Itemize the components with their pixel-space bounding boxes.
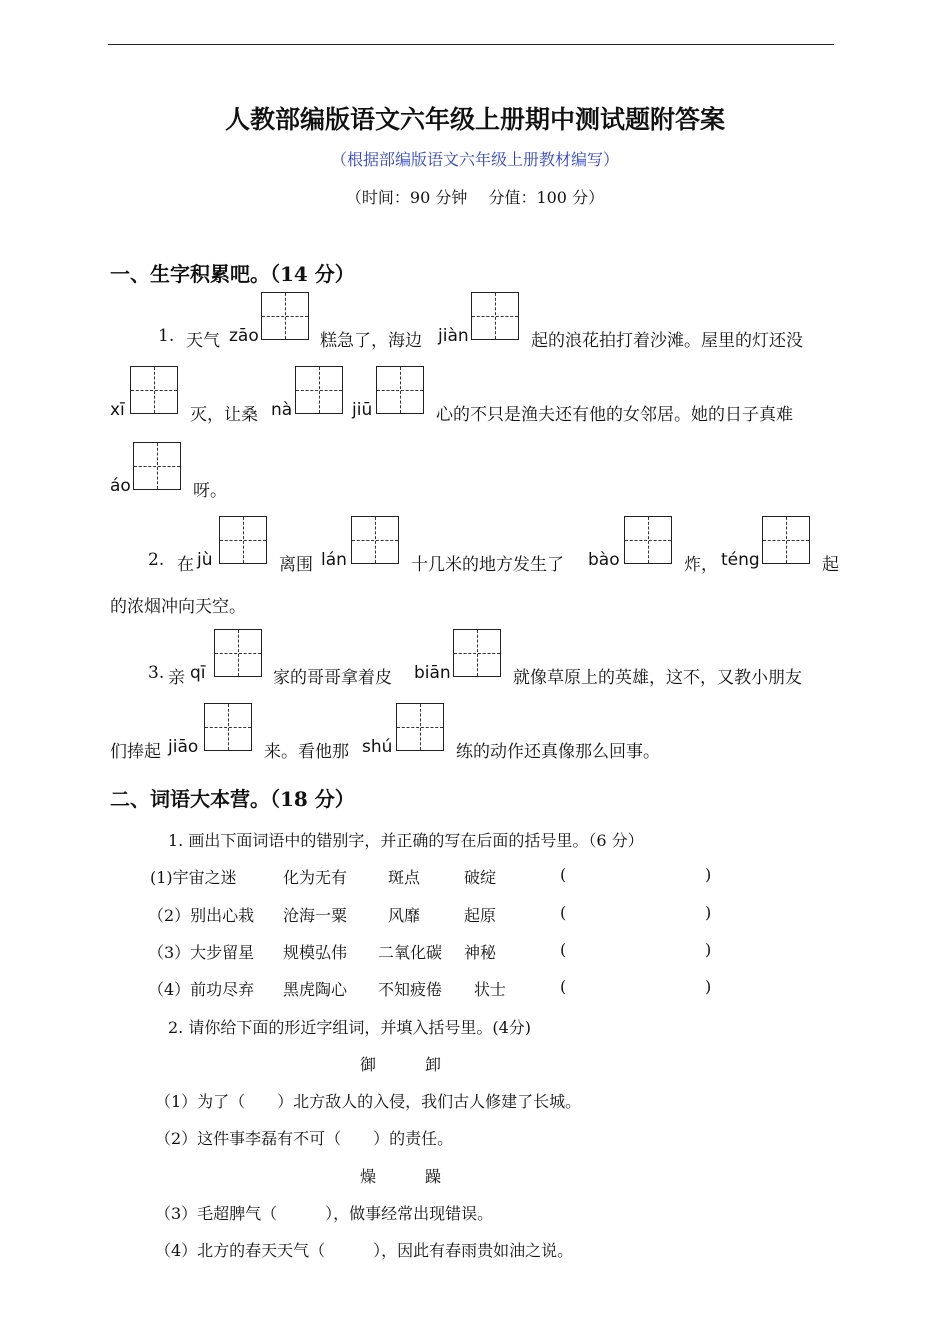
q2-pinyin-3: bào — [588, 550, 620, 570]
similar-char: 卸 — [425, 1055, 442, 1074]
q2-text-1: 在 — [177, 555, 194, 575]
time-info: （时间：90 分钟 分值：100 分） — [345, 188, 605, 207]
answer-bracket-left: ( — [560, 865, 567, 884]
fill-sentence: （2）这件事李磊有不可（ ）的责任。 — [155, 1129, 454, 1148]
writing-box[interactable] — [219, 516, 267, 564]
q2-pinyin-4: téng — [721, 550, 760, 570]
word-item: 斑点 — [388, 868, 421, 887]
writing-box[interactable] — [204, 703, 252, 751]
q2-text-3: 十几米的地方发生了 — [411, 555, 564, 575]
q1-pinyin-3: xī — [110, 400, 125, 420]
answer-bracket-right: ) — [705, 940, 712, 959]
writing-box[interactable] — [396, 703, 444, 751]
section1-heading: 一、生字积累吧。（14 分） — [110, 262, 355, 286]
q1-text-3: 起的浪花拍打着沙滩。屋里的灯还没 — [531, 331, 803, 351]
answer-bracket-right: ) — [705, 903, 712, 922]
q1-text-4: 灭，让桑 — [190, 405, 258, 425]
q1-pinyin-5: jiū — [352, 400, 373, 420]
writing-box[interactable] — [261, 292, 309, 340]
q2-pinyin-1: jù — [197, 550, 213, 570]
fill-sentence: （4）北方的春天天气（ ），因此有春雨贵如油之说。 — [155, 1241, 574, 1260]
q3-text-1: 亲 — [168, 668, 185, 688]
writing-box[interactable] — [214, 629, 262, 677]
answer-bracket-right: ) — [705, 977, 712, 996]
similar-char: 躁 — [425, 1167, 442, 1186]
q3-text-4: 们捧起 — [110, 742, 161, 762]
q3-text-2: 家的哥哥拿着皮 — [273, 668, 392, 688]
q3-number: 3. — [148, 663, 165, 683]
q2-number: 2. — [148, 550, 165, 570]
word-item: 沧海一粟 — [283, 906, 348, 925]
word-item: 神秘 — [464, 943, 497, 962]
q1-text-5: 心的不只是渔夫还有他的女邻居。她的日子真难 — [436, 405, 793, 425]
s2-q2-title: 2. 请你给下面的形近字组词，并填入括号里。(4分) — [168, 1018, 532, 1037]
word-item: 风靡 — [388, 906, 421, 925]
q2-text-4: 炸， — [684, 555, 718, 575]
page-title: 人教部编版语文六年级上册期中测试题附答案 — [224, 105, 725, 134]
word-row-label: （4）前功尽弃 — [148, 980, 255, 999]
q3-pinyin-4: shú — [362, 737, 393, 757]
page-subtitle: （根据部编版语文六年级上册教材编写） — [330, 150, 619, 169]
q3-text-6: 练的动作还真像那么回事。 — [456, 742, 660, 762]
q3-pinyin-1: qī — [190, 663, 206, 683]
word-item: 起原 — [464, 906, 497, 925]
word-item: 黑虎陶心 — [283, 980, 348, 999]
word-item: 状士 — [474, 980, 507, 999]
q1-text-2: 糕急了，海边 — [320, 331, 422, 351]
q1-text-1: 天气 — [186, 331, 220, 351]
q3-pinyin-2: biān — [414, 663, 451, 683]
fill-sentence: （3）毛超脾气（ ），做事经常出现错误。 — [155, 1204, 494, 1223]
writing-box[interactable] — [376, 366, 424, 414]
word-item: 二氧化碳 — [378, 943, 443, 962]
similar-char: 御 — [360, 1055, 377, 1074]
word-item: 不知疲倦 — [378, 980, 443, 999]
header-rule — [108, 44, 834, 45]
writing-box[interactable] — [295, 366, 343, 414]
q3-text-5: 来。看他那 — [264, 742, 349, 762]
answer-bracket-left: ( — [560, 903, 567, 922]
q2-text-2: 离围 — [279, 555, 313, 575]
writing-box[interactable] — [133, 442, 181, 490]
q3-text-3: 就像草原上的英雄，这不，又教小朋友 — [513, 668, 802, 688]
s2-q1-title: 1. 画出下面词语中的错别字，并正确的写在后面的括号里。（6 分） — [168, 831, 644, 850]
section2-heading: 二、词语大本营。（18 分） — [110, 787, 355, 811]
fill-sentence: （1）为了（ ）北方敌人的入侵，我们古人修建了长城。 — [155, 1092, 582, 1111]
writing-box[interactable] — [762, 516, 810, 564]
q2-text-5: 起 — [822, 555, 839, 575]
word-row-label: （2）别出心栽 — [148, 906, 255, 925]
word-item: 化为无有 — [283, 868, 348, 887]
answer-bracket-right: ) — [705, 865, 712, 884]
word-row-label: （3）大步留星 — [148, 943, 255, 962]
writing-box[interactable] — [130, 366, 178, 414]
q1-pinyin-4: nà — [271, 400, 293, 420]
word-item: 破绽 — [464, 868, 497, 887]
writing-box[interactable] — [624, 516, 672, 564]
answer-bracket-left: ( — [560, 977, 567, 996]
q3-pinyin-3: jiāo — [168, 737, 199, 757]
q1-pinyin-1: zāo — [229, 326, 259, 346]
q1-number: 1. — [158, 326, 175, 346]
q2-pinyin-2: lán — [321, 550, 347, 570]
q1-pinyin-6: áo — [110, 476, 131, 496]
writing-box[interactable] — [453, 629, 501, 677]
word-row-label: (1)宇宙之迷 — [150, 868, 237, 887]
writing-box[interactable] — [471, 292, 519, 340]
q1-text-6: 呀。 — [193, 481, 227, 501]
q2-text-6: 的浓烟冲向天空。 — [110, 597, 246, 617]
answer-bracket-left: ( — [560, 940, 567, 959]
writing-box[interactable] — [351, 516, 399, 564]
q1-pinyin-2: jiàn — [438, 326, 469, 346]
similar-char: 燥 — [360, 1167, 377, 1186]
word-item: 规模弘伟 — [283, 943, 348, 962]
